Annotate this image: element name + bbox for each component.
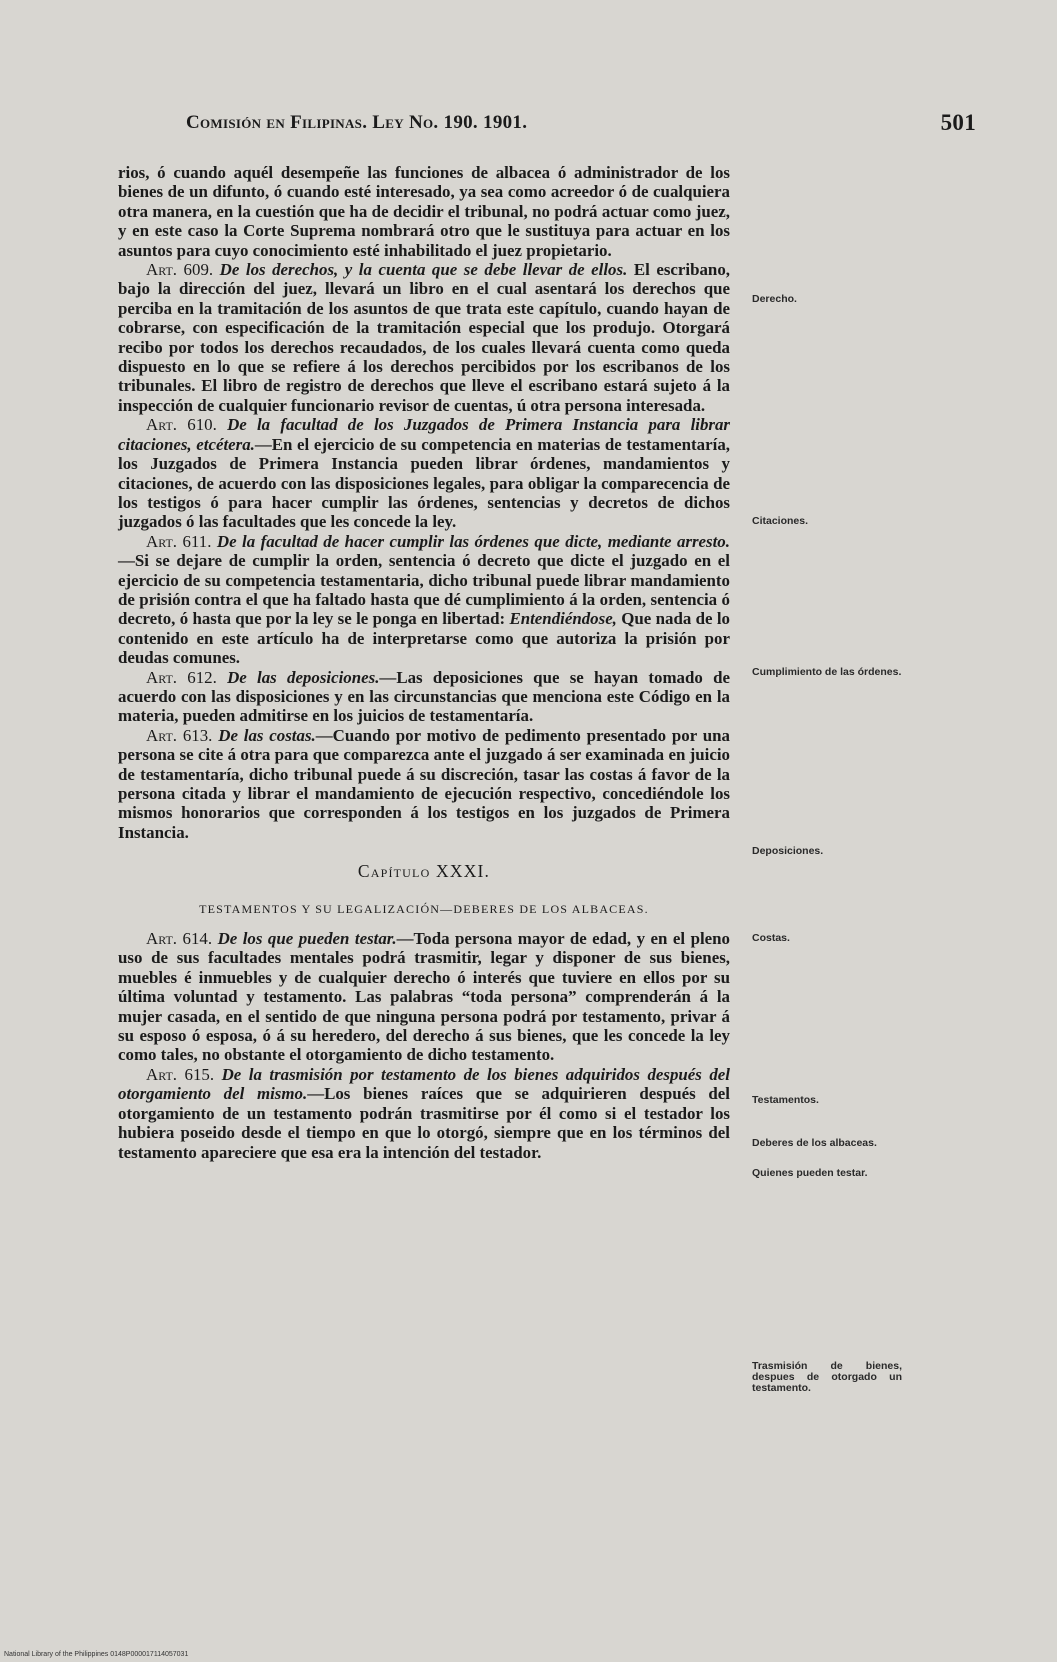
article-title: De la facultad de hacer cumplir las órdenes que dicte, mediante arresto. xyxy=(216,531,730,551)
article-number: Art. 610. xyxy=(146,415,217,435)
article-614 xyxy=(118,929,730,1065)
article-emphasis: Entendiéndose, xyxy=(509,609,617,629)
article-609 xyxy=(118,260,730,415)
paragraph-continuation: rios, ó cuando aquél desempeñe las funciones de albacea ó administrador de los bienes de un difunto, ó cuando esté interesado, ya sea como acreedor ó de cualquiera otra manera, en la cuestión que ha de decidir el tribunal, no podrá actuar como juez, y en este caso la Corte Suprema nombrará otro que le sustituya para actuar en los asuntos para cuyo conocimiento esté inhabilitado el juez propietario. xyxy=(118,163,730,260)
article-text: —Cuando por motivo de pedimento presentado por una persona se cite á otra para que comparezca ante el juzgado á ser examinada en juicio de testamentaría, dicho tribunal puede á su discreción, tasar las costas á favor de la persona citada y librar el mandamiento de ejecución respectivo, concediéndole los mismos honorarios que corresponden á los testigos en los juzgados de Primera Instancia. xyxy=(118,725,730,842)
margin-note-derecho: Derecho. xyxy=(752,293,797,305)
article-613 xyxy=(118,726,730,842)
article-text: —Toda persona mayor de edad, y en el pleno uso de sus facultades mentales podrá trasmitir, legar y disponer de sus bienes, muebles é inmuebles y de cualquier derecho ó interés que tuviere en ellos por su última voluntad y testamento. Las palabras “toda persona” comprenderán á la mujer casada, en el sentido de que ninguna persona podrá por testamento, privar á su esposo ó esposa, ó á su heredero, del derecho á sus bienes, que les concede la ley como tales, no obstante el otorgamiento de dicho testamento. xyxy=(118,929,730,1065)
article-text-continued: Que nada de lo contenido en este artículo ha de interpretarse como que autoriza la prisión por deudas comunes. xyxy=(118,609,730,668)
article-number: Art. 612. xyxy=(146,667,217,687)
margin-note-deberes: Deberes de los albaceas. xyxy=(752,1137,877,1149)
article-number: Art. 614. xyxy=(146,929,213,949)
article-title: De la trasmisión por testamento de los bienes adquiridos después del otorgamiento del mismo. xyxy=(118,1064,730,1104)
article-number: Art. 613. xyxy=(146,725,213,745)
page-number: 501 xyxy=(940,110,976,135)
article-title: De las costas. xyxy=(218,725,316,745)
margin-note-trasmision: Trasmisión de bienes, despues de otorgado un testamento. xyxy=(752,1360,902,1394)
article-number: Art. 611. xyxy=(146,531,212,551)
article-text: —Los bienes raíces que se adquirieren después del otorgamiento de un testamento podrán trasmitirse por él como si el testador los hubiera poseido desde el tiempo en que lo otorgó, siempre que en los términos del testamento apareciere que esa era la intención del testador. xyxy=(118,1084,730,1162)
article-612 xyxy=(118,668,730,726)
article-611 xyxy=(118,532,730,668)
chapter-subtitle: TESTAMENTOS Y SU LEGALIZACIÓN—DEBERES DE LOS ALBACEAS. xyxy=(199,901,649,916)
article-text: El escribano, bajo la dirección del juez, llevará un libro en el cual asentará los derechos que perciba en la tramitación de los asuntos de que trata este capítulo, cuando hayan de cobrarse, con especificación de la tramitación especial que los produjo. Otorgará recibo por todos los derechos recaudados, de los cuales llevará cuenta como queda dispuesto en lo que se refiere á los derechos percibidos por los escribanos de los tribunales. El libro de registro de derechos que lleve el escribano estará sujeto á la inspección de cualquier funcionario revisor de cuentas, ú otra persona interesada. xyxy=(118,260,730,415)
article-title: De los que pueden testar. xyxy=(217,929,397,949)
article-text: —Las deposiciones que se hayan tomado de acuerdo con las disposiciones y en las circunstancias que menciona este Código en la materia, pueden admitirse en los juicios de testamentaría. xyxy=(118,667,730,726)
margin-note-testamentos: Testamentos. xyxy=(752,1094,819,1106)
article-text: —Si se dejare de cumplir la orden, sentencia ó decreto que dicte el juzgado en el ejercicio de su competencia testamentaria, dicho tribunal puede librar mandamiento de prisión contra el que ha faltado hasta que dé cumplimiento á la orden, sentencia ó decreto, ó hasta que por la ley se le ponga en libertad: xyxy=(118,551,730,629)
scan-footer: National Library of the Philippines 0148P000017114057031 xyxy=(4,1651,189,1658)
main-text xyxy=(118,163,730,1162)
chapter-title: Capítulo XXXI. xyxy=(357,861,491,882)
article-title: De los derechos, y la cuenta que se debe llevar de ellos. xyxy=(219,260,628,280)
article-title: De la facultad de los Juzgados de Primera Instancia para librar citaciones, etcétera. xyxy=(118,415,730,454)
article-number: Art. 615. xyxy=(146,1064,215,1084)
running-title: Comisión en Filipinas. Ley No. 190. 1901. xyxy=(186,112,528,133)
article-610 xyxy=(118,415,730,531)
article-title: De las deposiciones. xyxy=(227,667,380,687)
article-text: —En el ejercicio de su competencia en materias de testamentaría, los Juzgados de Primera Instancia pueden librar órdenes, mandamientos y citaciones, de acuerdo con las disposiciones legales, para obligar la comparecencia de los testigos ó para hacer cumplir las órdenes, sentencias y decretos de dichos juzgados ó las facultades que les concede la ley. xyxy=(118,434,730,532)
article-number: Art. 609. xyxy=(146,260,214,280)
margin-note-deposiciones: Deposiciones. xyxy=(752,845,824,857)
margin-note-cumplimiento: Cumplimiento de las órdenes. xyxy=(752,666,902,678)
page-header xyxy=(186,112,976,142)
article-615 xyxy=(118,1065,730,1162)
margin-note-citaciones: Citaciones. xyxy=(752,515,809,527)
margin-note-costas: Costas. xyxy=(752,932,790,944)
margin-note-quienes: Quienes pueden testar. xyxy=(752,1167,868,1179)
